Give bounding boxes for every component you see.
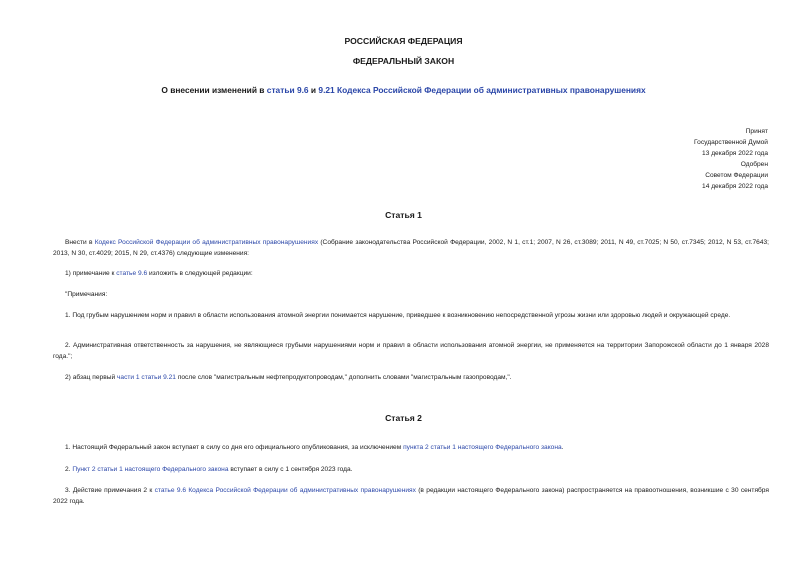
text-fragment: (в редакции настоящего Федерального закона) распространяется на правоотношения, возникшие с 30 сентября 2022 года.	[53, 487, 769, 505]
text-fragment: .	[561, 444, 564, 451]
article-1-item-2	[53, 372, 769, 383]
link-article-9-6-koap[interactable]: статье 9.6 Кодекса Российской Федерации об административных правонарушениях	[154, 487, 416, 494]
article-2-item-3	[53, 485, 769, 507]
note-1: 1. Под грубым нарушением норм и правил в области использования атомной энергии понимается нарушение, приведшее к возникновению непосредственной угрозы жизни или здоровью людей и окружающей среде.	[65, 312, 731, 319]
text-fragment: 3. Действие примечания 2 к	[65, 487, 155, 494]
title-link-article-9-21[interactable]: 9.21 Кодекса Российской Федерации об административных правонарушениях	[318, 85, 646, 95]
article-1-intro	[53, 237, 769, 259]
article-2-item-2	[53, 464, 769, 475]
link-part-1-article-9-21[interactable]: части 1 статьи 9.21	[116, 374, 176, 381]
link-item-2-article-1-cap[interactable]: Пункт 2 статьи 1 настоящего Федерального закона	[72, 466, 229, 473]
article-1-item-1	[53, 268, 769, 279]
link-item-2-article-1[interactable]: пункта 2 статьи 1 настоящего Федерального закона	[403, 444, 562, 451]
text-fragment: 1) примечание к	[65, 270, 117, 277]
article-2-heading: Статья 2	[385, 413, 422, 423]
text-fragment: после слов "магистральным нефтепродуктопроводам," дополнить словами "магистральным газопроводам,".	[175, 374, 512, 381]
text-fragment: Внести в	[65, 239, 95, 246]
link-koap-code[interactable]: Кодекс Российской Федерации об административных правонарушениях	[94, 239, 319, 246]
title-and: и	[308, 85, 319, 95]
document-country: РОССИЙСКАЯ ФЕДЕРАЦИЯ	[344, 36, 463, 46]
text-fragment: изложить в следующей редакции:	[147, 270, 253, 277]
note-2: 2. Административная ответственность за нарушения, не являющиеся грубыми нарушениями норм и правил в области использования атомной энергии, не применяется на территории Запорожской области до 1 января 2028 года.";	[53, 342, 769, 360]
document-title	[0, 85, 807, 95]
adopted-by: Государственной Думой	[694, 139, 768, 146]
text-fragment: 2) абзац первый	[65, 374, 117, 381]
text-fragment: 2.	[65, 466, 73, 473]
text-fragment: 1. Настоящий Федеральный закон вступает в силу со дня его официального опубликования, за исключением	[65, 444, 404, 451]
title-prefix: О внесении изменений в	[161, 85, 267, 95]
article-1-heading: Статья 1	[385, 210, 422, 220]
adopted-label: Принят	[745, 128, 768, 135]
link-article-9-6[interactable]: статье 9.6	[116, 270, 148, 277]
text-fragment: вступает в силу с 1 сентября 2023 года.	[228, 466, 353, 473]
notes-heading: "Примечания:	[65, 291, 108, 298]
document-law-type: ФЕДЕРАЛЬНЫЙ ЗАКОН	[352, 56, 455, 66]
adopted-date: 13 декабря 2022 года	[702, 150, 768, 157]
article-2-item-1	[53, 442, 769, 453]
adoption-block	[694, 126, 768, 192]
text-fragment: (Собрание законодательства Российской Федерации, 2002, N 1, ст.1; 2007, N 26, ст.3089; 2011, N 49, ст.7025; N 50, ст.7345; 2012, N 53, ст.7643; 2013, N 30, ст.4029; 2015, N 29, ст.4376) следующие изменения:	[53, 239, 770, 257]
approved-date: 14 декабря 2022 года	[702, 183, 768, 190]
approved-label: Одобрен	[740, 161, 768, 168]
approved-by: Советом Федерации	[705, 172, 768, 179]
title-link-article-9-6[interactable]: статьи 9.6	[266, 85, 309, 95]
